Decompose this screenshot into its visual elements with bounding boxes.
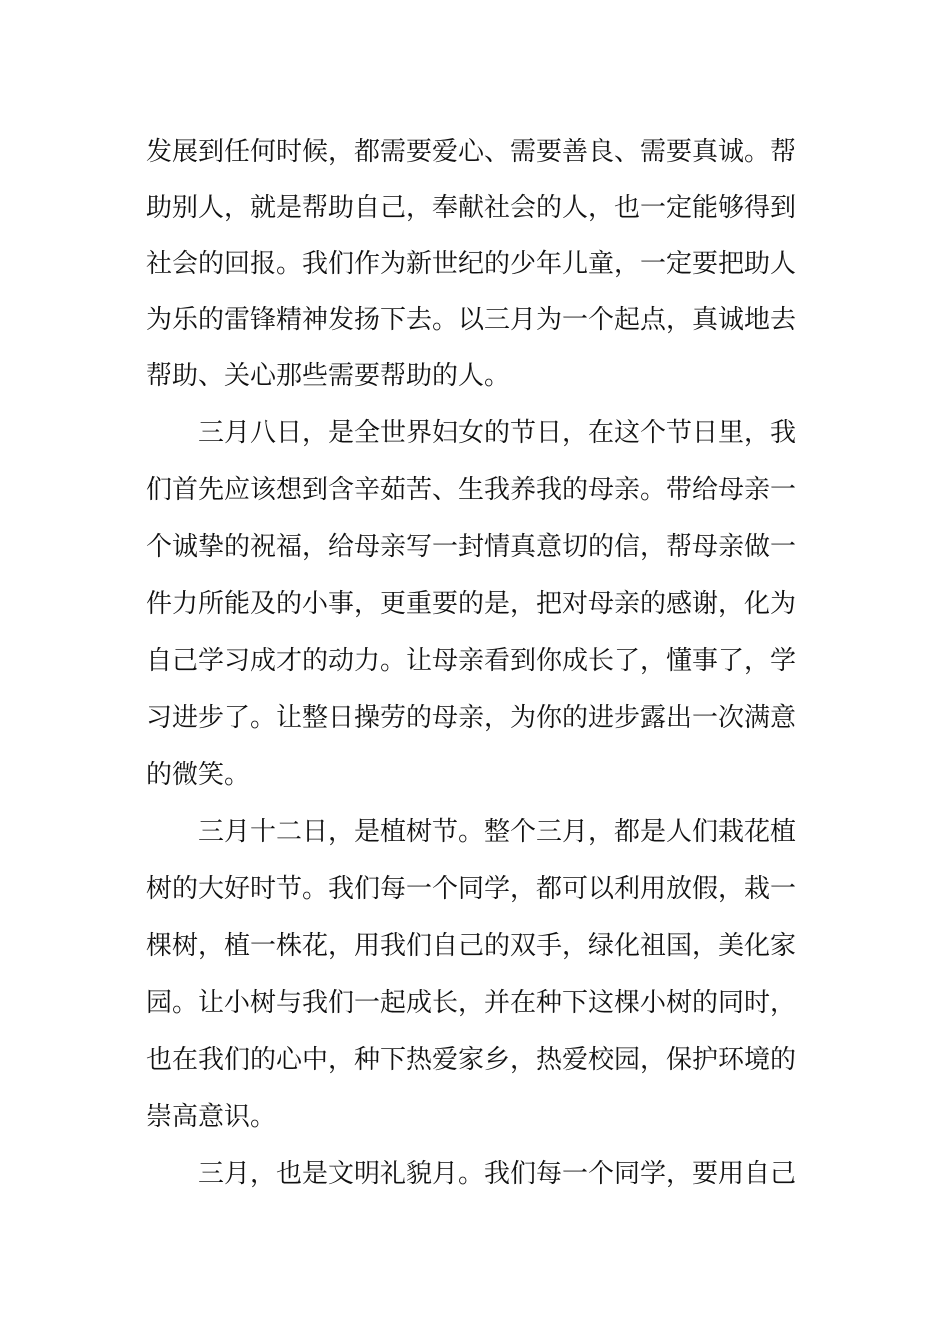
text-line: 三月八日，是全世界妇女的节日，在这个节日里，我: [198, 418, 797, 448]
text-line: 为乐的雷锋精神发扬下去。以三月为一个起点，真诚地去: [146, 305, 797, 335]
text-line: 的微笑。: [146, 760, 251, 790]
text-line: 树的大好时节。我们每一个同学，都可以利用放假，栽一: [146, 874, 797, 904]
text-line: 帮助、关心那些需要帮助的人。: [146, 361, 511, 391]
text-line: 棵树，植一株花，用我们自己的双手，绿化祖国，美化家: [146, 931, 797, 961]
text-line: 件力所能及的小事，更重要的是，把对母亲的感谢，化为: [146, 589, 797, 619]
text-line: 社会的回报。我们作为新世纪的少年儿童，一定要把助人: [146, 249, 797, 279]
text-line: 习进步了。让整日操劳的母亲，为你的进步露出一次满意: [146, 703, 797, 733]
text-line: 三月十二日，是植树节。整个三月，都是人们栽花植: [198, 817, 797, 847]
text-line: 们首先应该想到含辛茹苦、生我养我的母亲。带给母亲一: [146, 475, 797, 505]
text-line: 个诚挚的祝福，给母亲写一封情真意切的信，帮母亲做一: [146, 532, 797, 562]
text-line: 崇高意识。: [146, 1102, 277, 1132]
text-line: 发展到任何时候，都需要爱心、需要善良、需要真诚。帮: [146, 137, 797, 167]
text-line: 助别人，就是帮助自己，奉献社会的人，也一定能够得到: [146, 193, 797, 223]
text-line: 三月，也是文明礼貌月。我们每一个同学，要用自己: [198, 1159, 797, 1189]
text-line: 自己学习成才的动力。让母亲看到你成长了，懂事了，学: [146, 646, 797, 676]
text-line: 园。让小树与我们一起成长，并在种下这棵小树的同时，: [146, 988, 797, 1018]
text-line: 也在我们的心中，种下热爱家乡，热爱校园，保护环境的: [146, 1045, 797, 1075]
